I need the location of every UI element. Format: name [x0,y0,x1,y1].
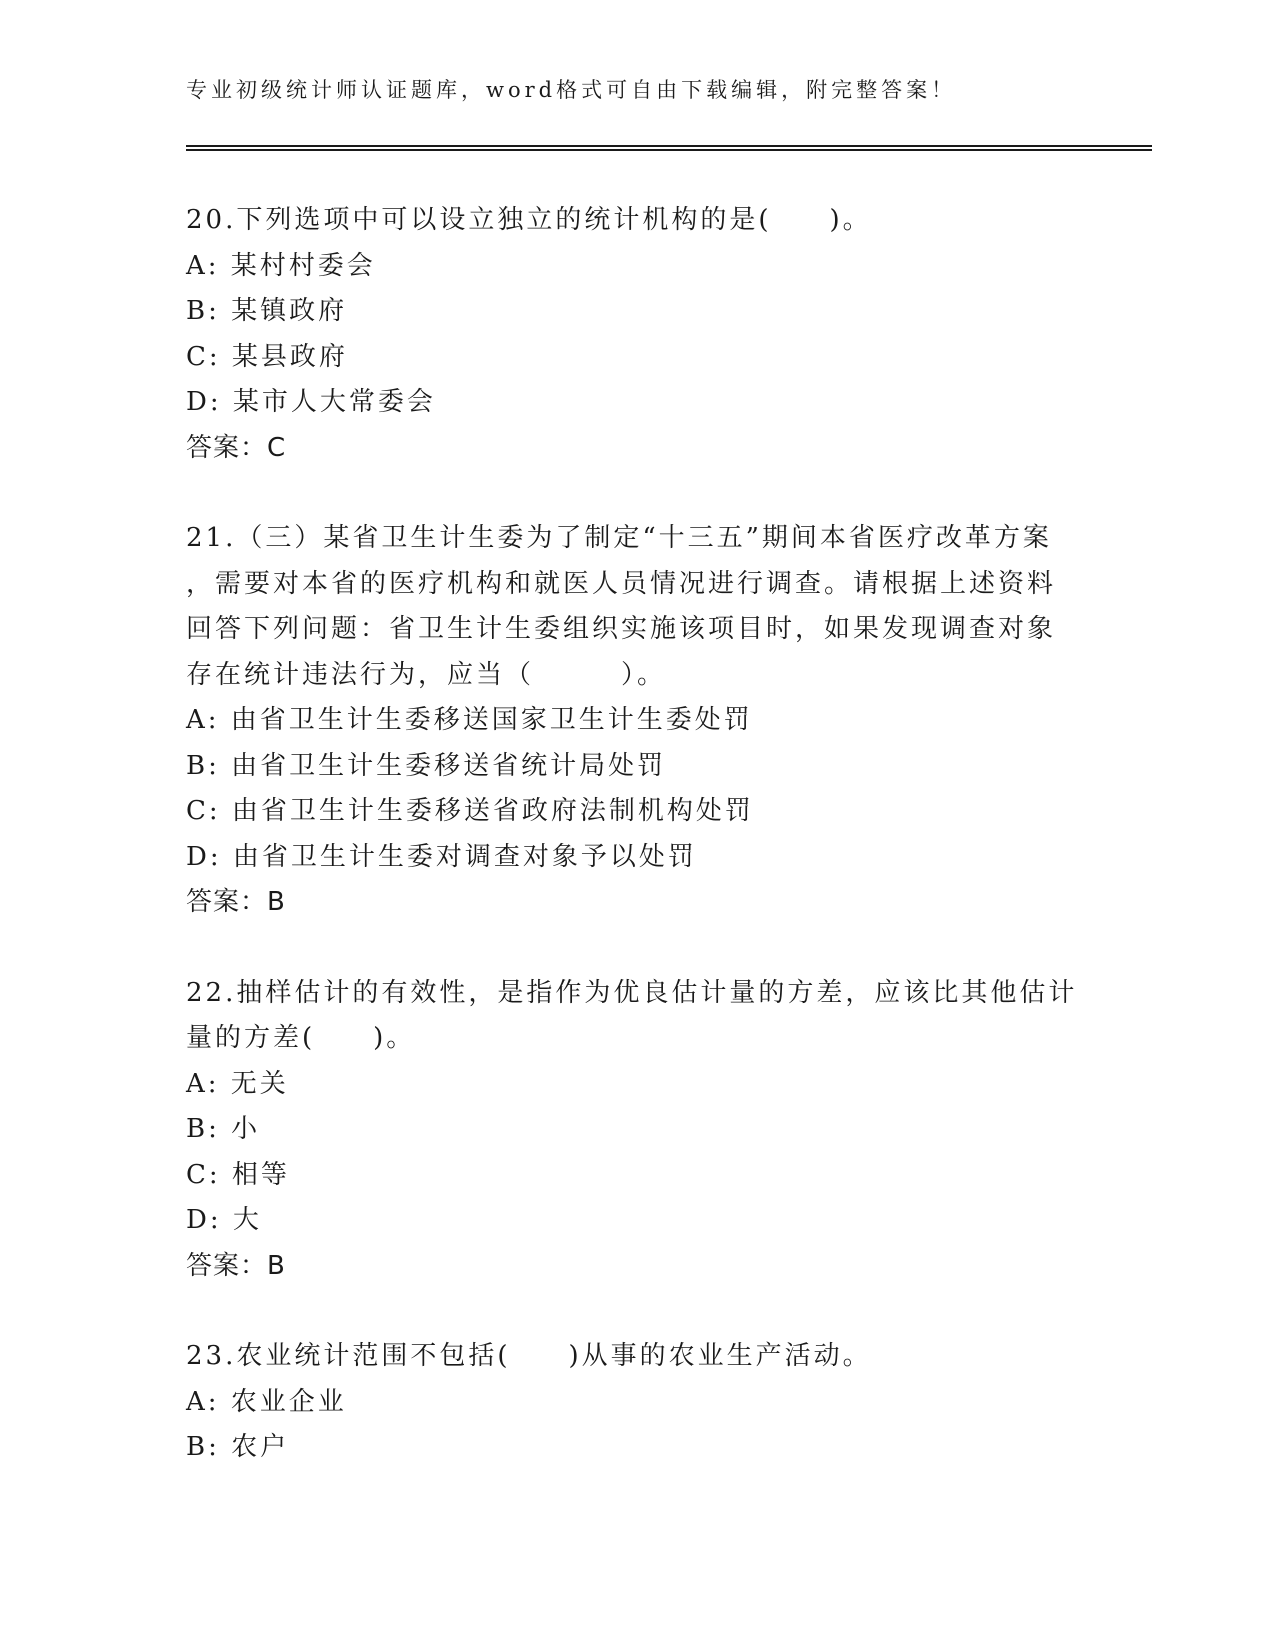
question-stem: 20.下列选项中可以设立独立的统计机构的是( )。 [186,205,872,235]
question-list [186,198,1086,1516]
question-23 [186,1334,1086,1471]
option-d: D: 由省卫生计生委对调查对象予以处罚 [186,841,697,872]
option-b: B: 农户 [186,1432,290,1462]
question-stem: 23.农业统计范围不包括( )从事的农业生产活动。 [186,1341,872,1371]
question-stem: 量的方差( )。 [186,1023,416,1053]
option-b: B: 小 [186,1114,261,1144]
question-stem: 22.抽样估计的有效性，是指作为优良估计量的方差，应该比其他估计 [186,977,1078,1008]
question-21 [186,516,1086,926]
question-stem: ，需要对本省的医疗机构和就医人员情况进行调查。请根据上述资料 [186,568,1057,599]
answer: 答案：C [186,432,287,463]
option-a: A: 由省卫生计生委移送国家卫生计生委处罚 [186,705,753,735]
option-a: A: 某村村委会 [186,250,376,281]
option-b: B: 由省卫生计生委移送省统计局处罚 [186,750,667,781]
question-stem: 回答下列问题：省卫生计生委组织实施该项目时，如果发现调查对象 [186,614,1057,644]
option-b: B: 某镇政府 [186,296,348,326]
question-20 [186,198,1086,471]
option-a: A: 无关 [186,1068,289,1099]
option-c: C: 相等 [186,1159,290,1190]
option-d: D: 大 [186,1205,262,1235]
question-stem: 存在统计违法行为，应当（ ）。 [186,659,667,690]
answer: 答案：B [186,1250,286,1281]
option-c: C: 某县政府 [186,341,348,372]
question-22 [186,971,1086,1290]
page-header: 专业初级统计师认证题库，word格式可自由下载编辑，附完整答案！ [186,78,957,102]
answer: 答案：B [186,887,286,917]
option-c: C: 由省卫生计生委移送省政府法制机构处罚 [186,796,754,826]
option-d: D: 某市人大常委会 [186,387,436,417]
option-a: A: 农业企业 [186,1386,347,1417]
question-stem: 21.（三）某省卫生计生委为了制定“十三五”期间本省医疗改革方案 [186,523,1052,553]
header-double-rule [186,145,1152,151]
